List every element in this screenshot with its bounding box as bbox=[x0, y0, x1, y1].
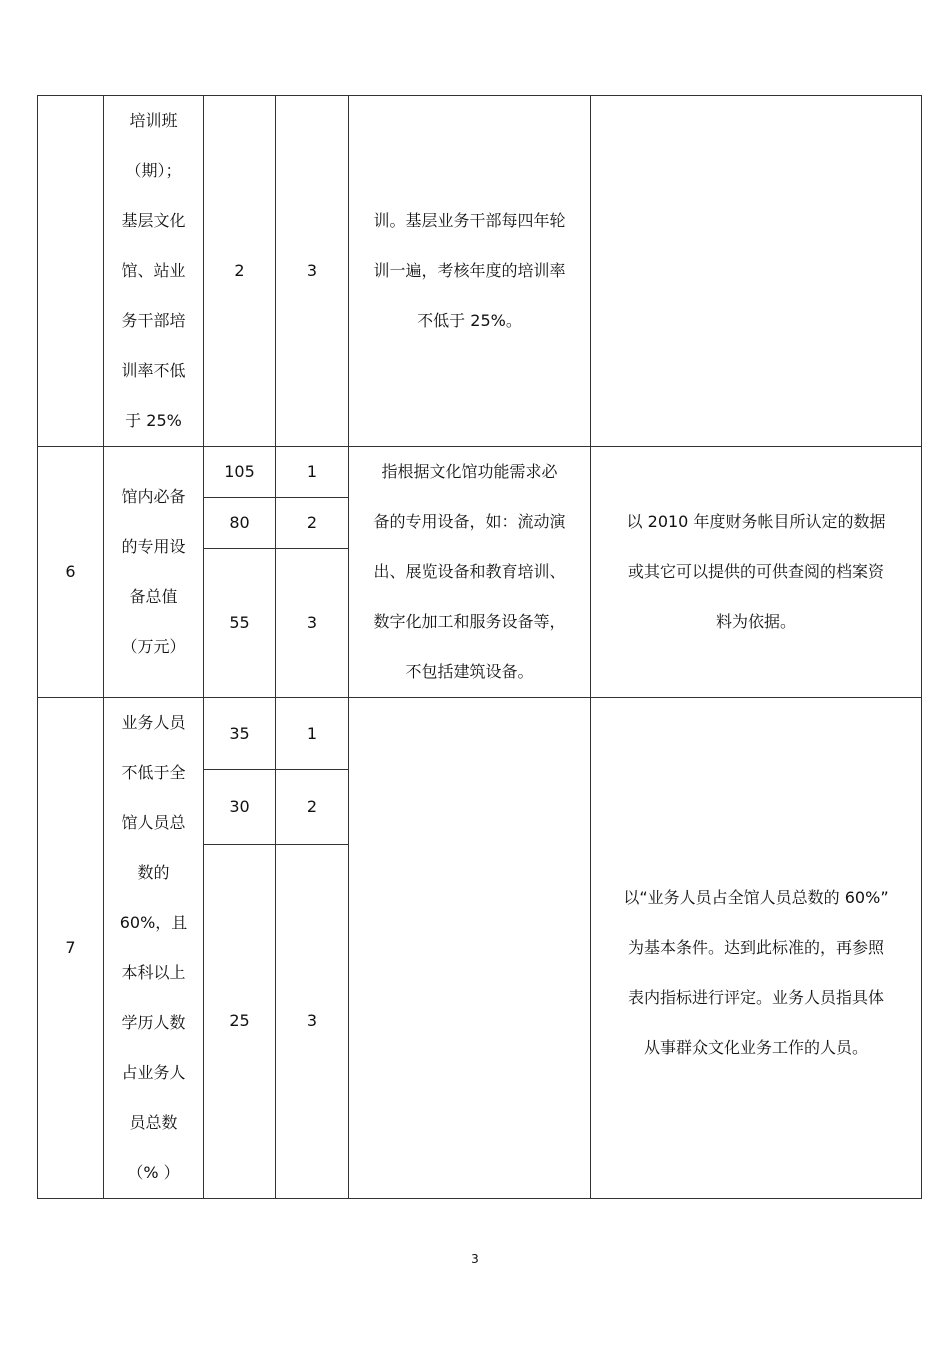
item-line: 备总值 bbox=[129, 587, 178, 606]
item-line: 于 25% bbox=[125, 411, 182, 430]
tier-value: 55 bbox=[204, 549, 276, 698]
item-cell bbox=[104, 96, 204, 447]
tier-value: 25 bbox=[204, 844, 276, 1198]
note-line: 或其它可以提供的可供查阅的档案资 bbox=[627, 562, 884, 581]
description-line: 数字化加工和服务设备等， bbox=[373, 612, 566, 631]
item-line: 员总数 bbox=[129, 1113, 178, 1132]
description-cell bbox=[349, 698, 591, 1199]
item-cell bbox=[104, 447, 204, 698]
note-cell bbox=[591, 698, 922, 1199]
tier-score: 2 bbox=[276, 498, 349, 549]
standards-table bbox=[37, 95, 922, 1199]
row-number: 7 bbox=[38, 698, 104, 1199]
tier-score: 1 bbox=[276, 447, 349, 498]
row-number bbox=[38, 96, 104, 447]
item-line: 馆内必备 bbox=[121, 487, 186, 506]
tier-value: 105 bbox=[204, 447, 276, 498]
item-line: （万元） bbox=[121, 637, 186, 656]
description-line: 不低于 25%。 bbox=[417, 311, 522, 330]
item-line: 学历人数 bbox=[121, 1013, 186, 1032]
table-row-equipment bbox=[38, 447, 922, 498]
item-line: 占业务人 bbox=[121, 1063, 186, 1082]
tier-score: 3 bbox=[276, 96, 349, 447]
note-cell bbox=[591, 447, 922, 698]
item-line: 馆、站业 bbox=[121, 261, 186, 280]
tier-value: 80 bbox=[204, 498, 276, 549]
description-line: 备的专用设备，如：流动演 bbox=[373, 512, 566, 531]
tier-value: 30 bbox=[204, 770, 276, 844]
description-cell bbox=[349, 96, 591, 447]
tier-score: 3 bbox=[276, 549, 349, 698]
page-number: 3 bbox=[471, 1252, 479, 1266]
item-cell bbox=[104, 698, 204, 1199]
item-line: 培训班 bbox=[129, 111, 178, 130]
note-line: 从事群众文化业务工作的人员。 bbox=[643, 1038, 868, 1057]
description-line: 指根据文化馆功能需求必 bbox=[381, 462, 558, 481]
item-line: 训率不低 bbox=[121, 361, 186, 380]
table-row-staff bbox=[38, 698, 922, 770]
note-line: 表内指标进行评定。业务人员指具体 bbox=[627, 988, 884, 1007]
description-line: 不包括建筑设备。 bbox=[405, 662, 534, 681]
item-line: 60%，且 bbox=[119, 913, 188, 932]
item-line: 馆人员总 bbox=[121, 813, 186, 832]
note-line: 为基本条件。达到此标准的，再参照 bbox=[627, 938, 884, 957]
tier-value: 35 bbox=[204, 698, 276, 770]
description-cell bbox=[349, 447, 591, 698]
note-line: 料为依据。 bbox=[715, 612, 796, 631]
note-line: 以“业务人员占全馆人员总数的 60%” bbox=[623, 888, 889, 907]
tier-score: 1 bbox=[276, 698, 349, 770]
note-cell bbox=[591, 96, 922, 447]
item-line: 不低于全 bbox=[121, 763, 186, 782]
item-line: （% ） bbox=[127, 1163, 180, 1182]
table-row-training bbox=[38, 96, 922, 447]
item-line: 务干部培 bbox=[121, 311, 186, 330]
item-line: 本科以上 bbox=[121, 963, 186, 982]
tier-value: 2 bbox=[204, 96, 276, 447]
item-line: （期）； bbox=[125, 161, 182, 180]
item-line: 基层文化 bbox=[121, 211, 186, 230]
item-line: 的专用设 bbox=[121, 537, 186, 556]
description-line: 训一遍，考核年度的培训率 bbox=[373, 261, 566, 280]
note-line: 以 2010 年度财务帐目所认定的数据 bbox=[626, 512, 886, 531]
row-number: 6 bbox=[38, 447, 104, 698]
tier-score: 2 bbox=[276, 770, 349, 844]
description-line: 训。基层业务干部每四年轮 bbox=[373, 211, 566, 230]
tier-score: 3 bbox=[276, 844, 349, 1198]
description-line: 出、展览设备和教育培训、 bbox=[373, 562, 566, 581]
item-line: 数的 bbox=[137, 863, 170, 882]
item-line: 业务人员 bbox=[121, 713, 186, 732]
